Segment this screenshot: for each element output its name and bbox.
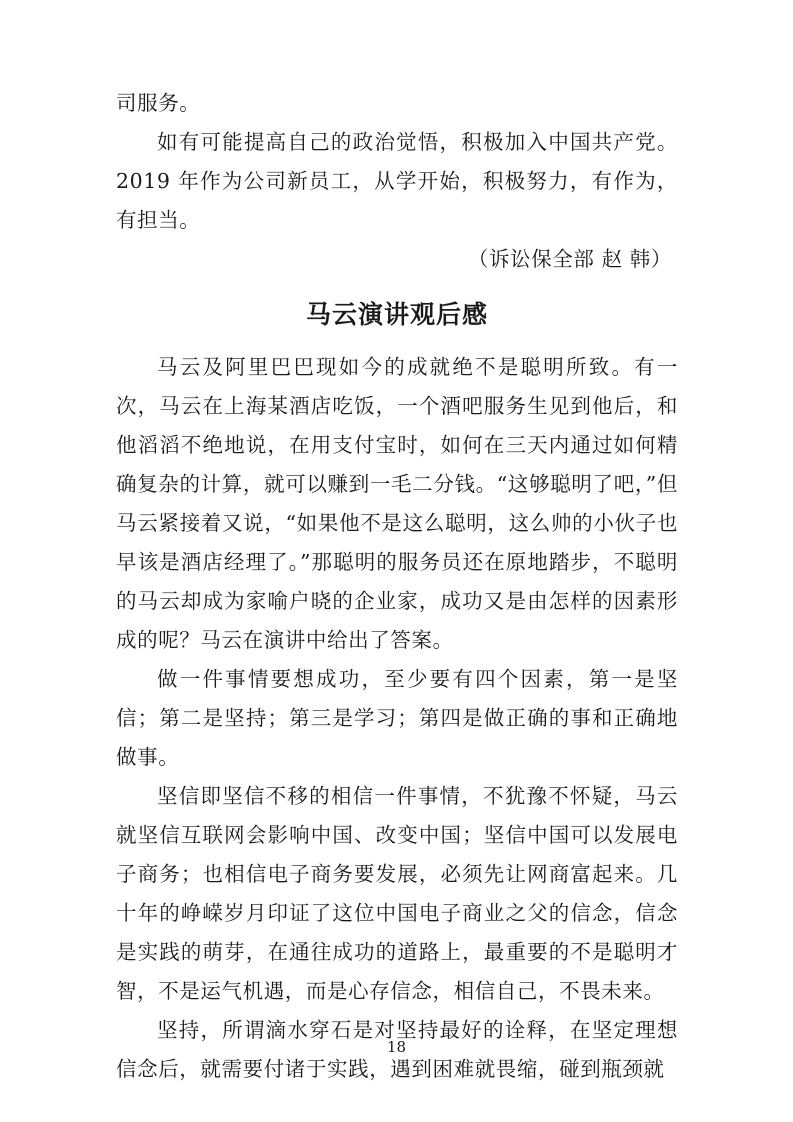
paragraph-story-intro: 马云及阿里巴巴现如今的成就绝不是聪明所致。有一次，马云在上海某酒店吃饭，一个酒吧服务生见到他后，和他滔滔不绝地说，在用支付宝时，如何在三天内通过如何精确复杂的计算，就可以赚到一毛二分钱。“这够聪明了吧，”但马云紧接着又说，“如果他不是这么聪明，这么帅的小伙子也早该是酒店经理了。”那聪明的服务员还在原地踏步，不聪明的马云却成为家喻户晓的企业家，成功又是由怎样的因素形成的呢？马云在演讲中给出了答案。 — [116, 355, 678, 652]
author-signature: （诉讼保全部 赵 韩） — [467, 247, 672, 271]
paragraph-political-awareness: 如有可能提高自己的政治觉悟，积极加入中国共产党。2019 年作为公司新员工，从学开始，积极努力，有作为，有担当。 — [116, 130, 678, 232]
paragraph-conviction: 坚信即坚信不移的相信一件事情，不犹豫不怀疑，马云就坚信互联网会影响中国、改变中国；坚信中国可以发展电子商务；也相信电子商务要发展，必须先让网商富起来。几十年的峥嵘岁月印证了这位中国电子商业之父的信念，信念是实践的萌芽，在通往成功的道路上，最重要的不是聪明才智，不是运气机遇，而是心存信念，相信自己，不畏未来。 — [116, 784, 678, 1003]
page-content — [116, 84, 678, 1089]
paragraph-persistence: 坚持，所谓滴水穿石是对坚持最好的诠释，在坚定理想信念后，就需要付诸于实践，遇到困难就畏缩，碰到瓶颈就 — [116, 1018, 678, 1081]
paragraph-continuation: 司服务。 — [116, 91, 201, 115]
paragraph-four-factors: 做一件事情要想成功，至少要有四个因素，第一是坚信；第二是坚持；第三是学习；第四是做正确的事和正确地做事。 — [116, 667, 678, 769]
section-heading: 马云演讲观后感 — [305, 300, 488, 329]
page-number: 18 — [386, 1038, 407, 1056]
